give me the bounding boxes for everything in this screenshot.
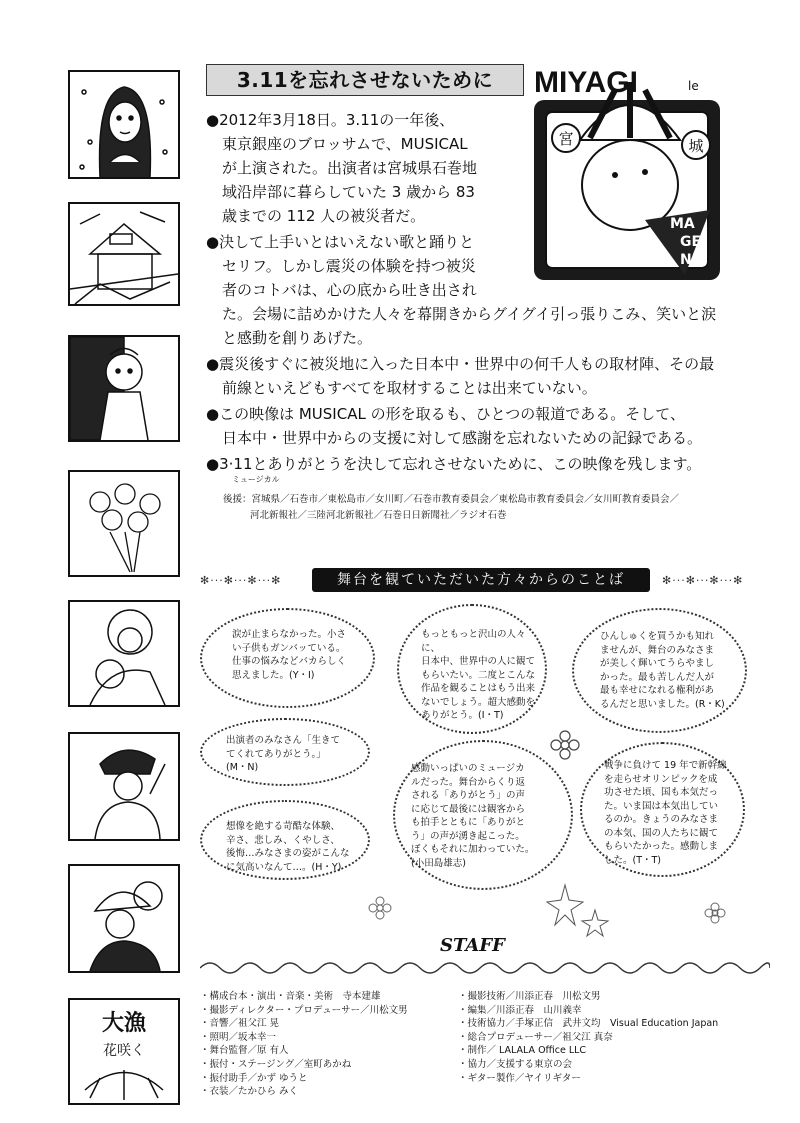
comment-bubble: ひんしゅくを買うかも知れ ませんが、舞台のみなさま が美しく輝いてうらやまし かった。最も苦しんだ人が 最も幸せになれる権利があ るんだと思いました。(R・K) bbox=[572, 608, 747, 733]
paragraph-line: 日本中・世界中からの支援に対して感謝を忘れないための記録である。 bbox=[222, 429, 703, 447]
support-line-1: 後援：宮城県／石巻市／東松島市／女川町／石巻市教育委員会／東松島市教育委員会／女川町教育委員会／ bbox=[223, 494, 680, 505]
credit-line: ・舞台監督／原 有人 bbox=[200, 1045, 289, 1057]
credit-line: ・総合プロデューサー／祖父江 真奈 bbox=[458, 1031, 613, 1043]
comment-bubble: 戦争に負けて 19 年で新幹線 を走らせオリンピックを成 功させた頃、国も本気だっ た。いま国は本気出してい るのか。きょうのみなさま の本気、国の人たちに観て もらいたかった。感動しま した。(T・T) bbox=[580, 742, 745, 877]
paragraph-line: と感動を創りあげた。 bbox=[222, 329, 373, 347]
illustration-girl-kimono bbox=[68, 335, 180, 442]
stamp-text-1: 大漁 bbox=[101, 1010, 147, 1035]
logo-kanji-left: 宮 bbox=[558, 130, 574, 148]
paragraph-line: ●決して上手いとはいえない歌と踊りと bbox=[206, 233, 475, 251]
comment-bubble: 想像を絶する苛酷な体験、 辛さ、悲しみ、くやしさ、 後悔…みなさまの姿がこんな に気高いなんて…。(H・Y) bbox=[200, 800, 370, 880]
credit-line: ・技術協力／手塚正信 武井文均 Visual Education Japan bbox=[458, 1018, 719, 1030]
paragraph-line: 前線といえどもすべてを取材することは出来ていない。 bbox=[222, 379, 597, 397]
paragraph-line: た。会場に詰めかけた人々を幕開きからグイグイ引っ張りこみ、笑いと涙 bbox=[222, 305, 717, 323]
vine-divider bbox=[200, 958, 770, 976]
flower-decoration-icon bbox=[704, 902, 726, 924]
illustration-ruined-houses bbox=[68, 202, 180, 306]
logo-kanji-right: 城 bbox=[688, 137, 704, 155]
credit-line: ・編集／川添正春 山川義幸 bbox=[458, 1004, 582, 1016]
paragraph-line: セリフ。しかし震災の体験を持つ被災 bbox=[222, 257, 476, 275]
comment-bubble: 涙が止まらなかった。小さ い子供もガンバッている。 仕事の悩みなどバカらしく 思えました。(Y・I) bbox=[200, 608, 375, 708]
credit-line: ・構成台本・演出・音楽・美術 寺本建雄 bbox=[200, 991, 381, 1002]
banner-stars-left: ✻···✻···✻···✻ bbox=[200, 574, 282, 587]
paragraph-line: 者のコトバは、心の底から吐き出され bbox=[222, 281, 477, 299]
paragraph-line: が上演された。出演者は宮城県石巻地 bbox=[222, 159, 478, 177]
logo-flag-2: GE bbox=[680, 234, 702, 250]
musical-ruby: ミュージカル bbox=[232, 475, 280, 484]
illustration-child-with-helmet bbox=[68, 864, 180, 973]
paragraph-line: ●この映像は MUSICAL の形を取るも、ひとつの報道である。そして、 bbox=[206, 405, 685, 423]
comment-bubble: 感動いっぱいのミュージカ ルだった。舞台からくり返 される「ありがとう」の声 に応じて最後には観客から も拍手とともに「ありがと う」の声が湧き起こった。 ぼくもそれに加わっていた。 (小田島雄志) bbox=[393, 740, 573, 890]
credit-line: ・撮影技術／川添正春 川松文男 bbox=[458, 991, 601, 1002]
staff-title: STAFF bbox=[440, 935, 505, 956]
credit-line: ・振付助手／かず ゆうと bbox=[200, 1072, 308, 1084]
paragraph-line: 域沿岸部に暮らしていた 3 歳から 83 bbox=[222, 183, 475, 201]
page-title: 3.11を忘れさせないために bbox=[206, 64, 524, 96]
illustration-mother-child bbox=[68, 600, 180, 707]
illustration-woman-portrait bbox=[68, 70, 180, 179]
credit-line: ・撮影ディレクター・プロデューサー／川松文男 bbox=[200, 1004, 408, 1016]
paragraph-line: ●2012年3月18日。3.11の一年後、 bbox=[206, 111, 455, 129]
stamp-text-2: 花咲く bbox=[103, 1044, 145, 1059]
credit-line: ・衣装／たかひら みく bbox=[200, 1086, 299, 1098]
logo-flag-1: MA bbox=[670, 216, 695, 232]
banner-stars-right: ✻···✻···✻···✻ bbox=[662, 574, 744, 587]
credit-line: ・ギター製作／ヤイリギター bbox=[458, 1072, 581, 1084]
star-decoration-icon bbox=[545, 880, 615, 940]
logo-flag-3: NE bbox=[680, 252, 702, 268]
illustration-flower-bouquet bbox=[68, 470, 180, 577]
flower-decoration-icon bbox=[368, 896, 392, 920]
credits-left bbox=[200, 990, 408, 1099]
illustration-tairyo-stamp bbox=[68, 998, 180, 1105]
paragraph-line: ●震災後すぐに被災地に入った日本中・世界中の何千人もの取材陣、その最 bbox=[206, 355, 715, 373]
credit-line: ・制作／ LALALA Office LLC bbox=[458, 1045, 587, 1057]
support-line-2: 河北新報社／三陸河北新報社／石巻日日新聞社／ラジオ石巻 bbox=[250, 510, 507, 521]
credit-line: ・協力／支援する東京の会 bbox=[458, 1058, 573, 1070]
credit-line: ・照明／坂本幸一 bbox=[200, 1031, 277, 1043]
comment-bubble: もっともっと沢山の人々に、 日本中、世界中の人に観て もらいたい。二度とこんな 作品を観ることはもう出来 ないでしょう。超大感動を ありがとう。(I・T) bbox=[397, 604, 547, 734]
paragraph-line: 歳までの 112 人の被災者だ。 bbox=[222, 207, 426, 225]
logo-word: MIYAGI bbox=[534, 66, 638, 99]
illustration-man-with-hat bbox=[68, 732, 180, 841]
logo-small: le bbox=[688, 79, 699, 93]
miyagi-logo bbox=[520, 60, 730, 290]
credits-right bbox=[458, 990, 718, 1085]
banner-title: 舞台を観ていただいた方々からのことば bbox=[312, 568, 650, 592]
comment-bubble: 出演者のみなさん「生きて てくれてありがとう。」 (M・N) bbox=[200, 718, 370, 786]
paragraph-line: 東京銀座のブロッサムで、MUSICAL bbox=[222, 135, 468, 153]
comments-banner bbox=[200, 568, 770, 594]
flower-decoration-icon bbox=[548, 728, 582, 762]
credit-line: ・振付・ステージング／室町あかね bbox=[200, 1058, 352, 1070]
credit-line: ・音響／祖父江 晃 bbox=[200, 1018, 280, 1030]
paragraph-line: ●3·11とありがとうを決して忘れさせないために、この映像を残します。 bbox=[206, 455, 702, 473]
